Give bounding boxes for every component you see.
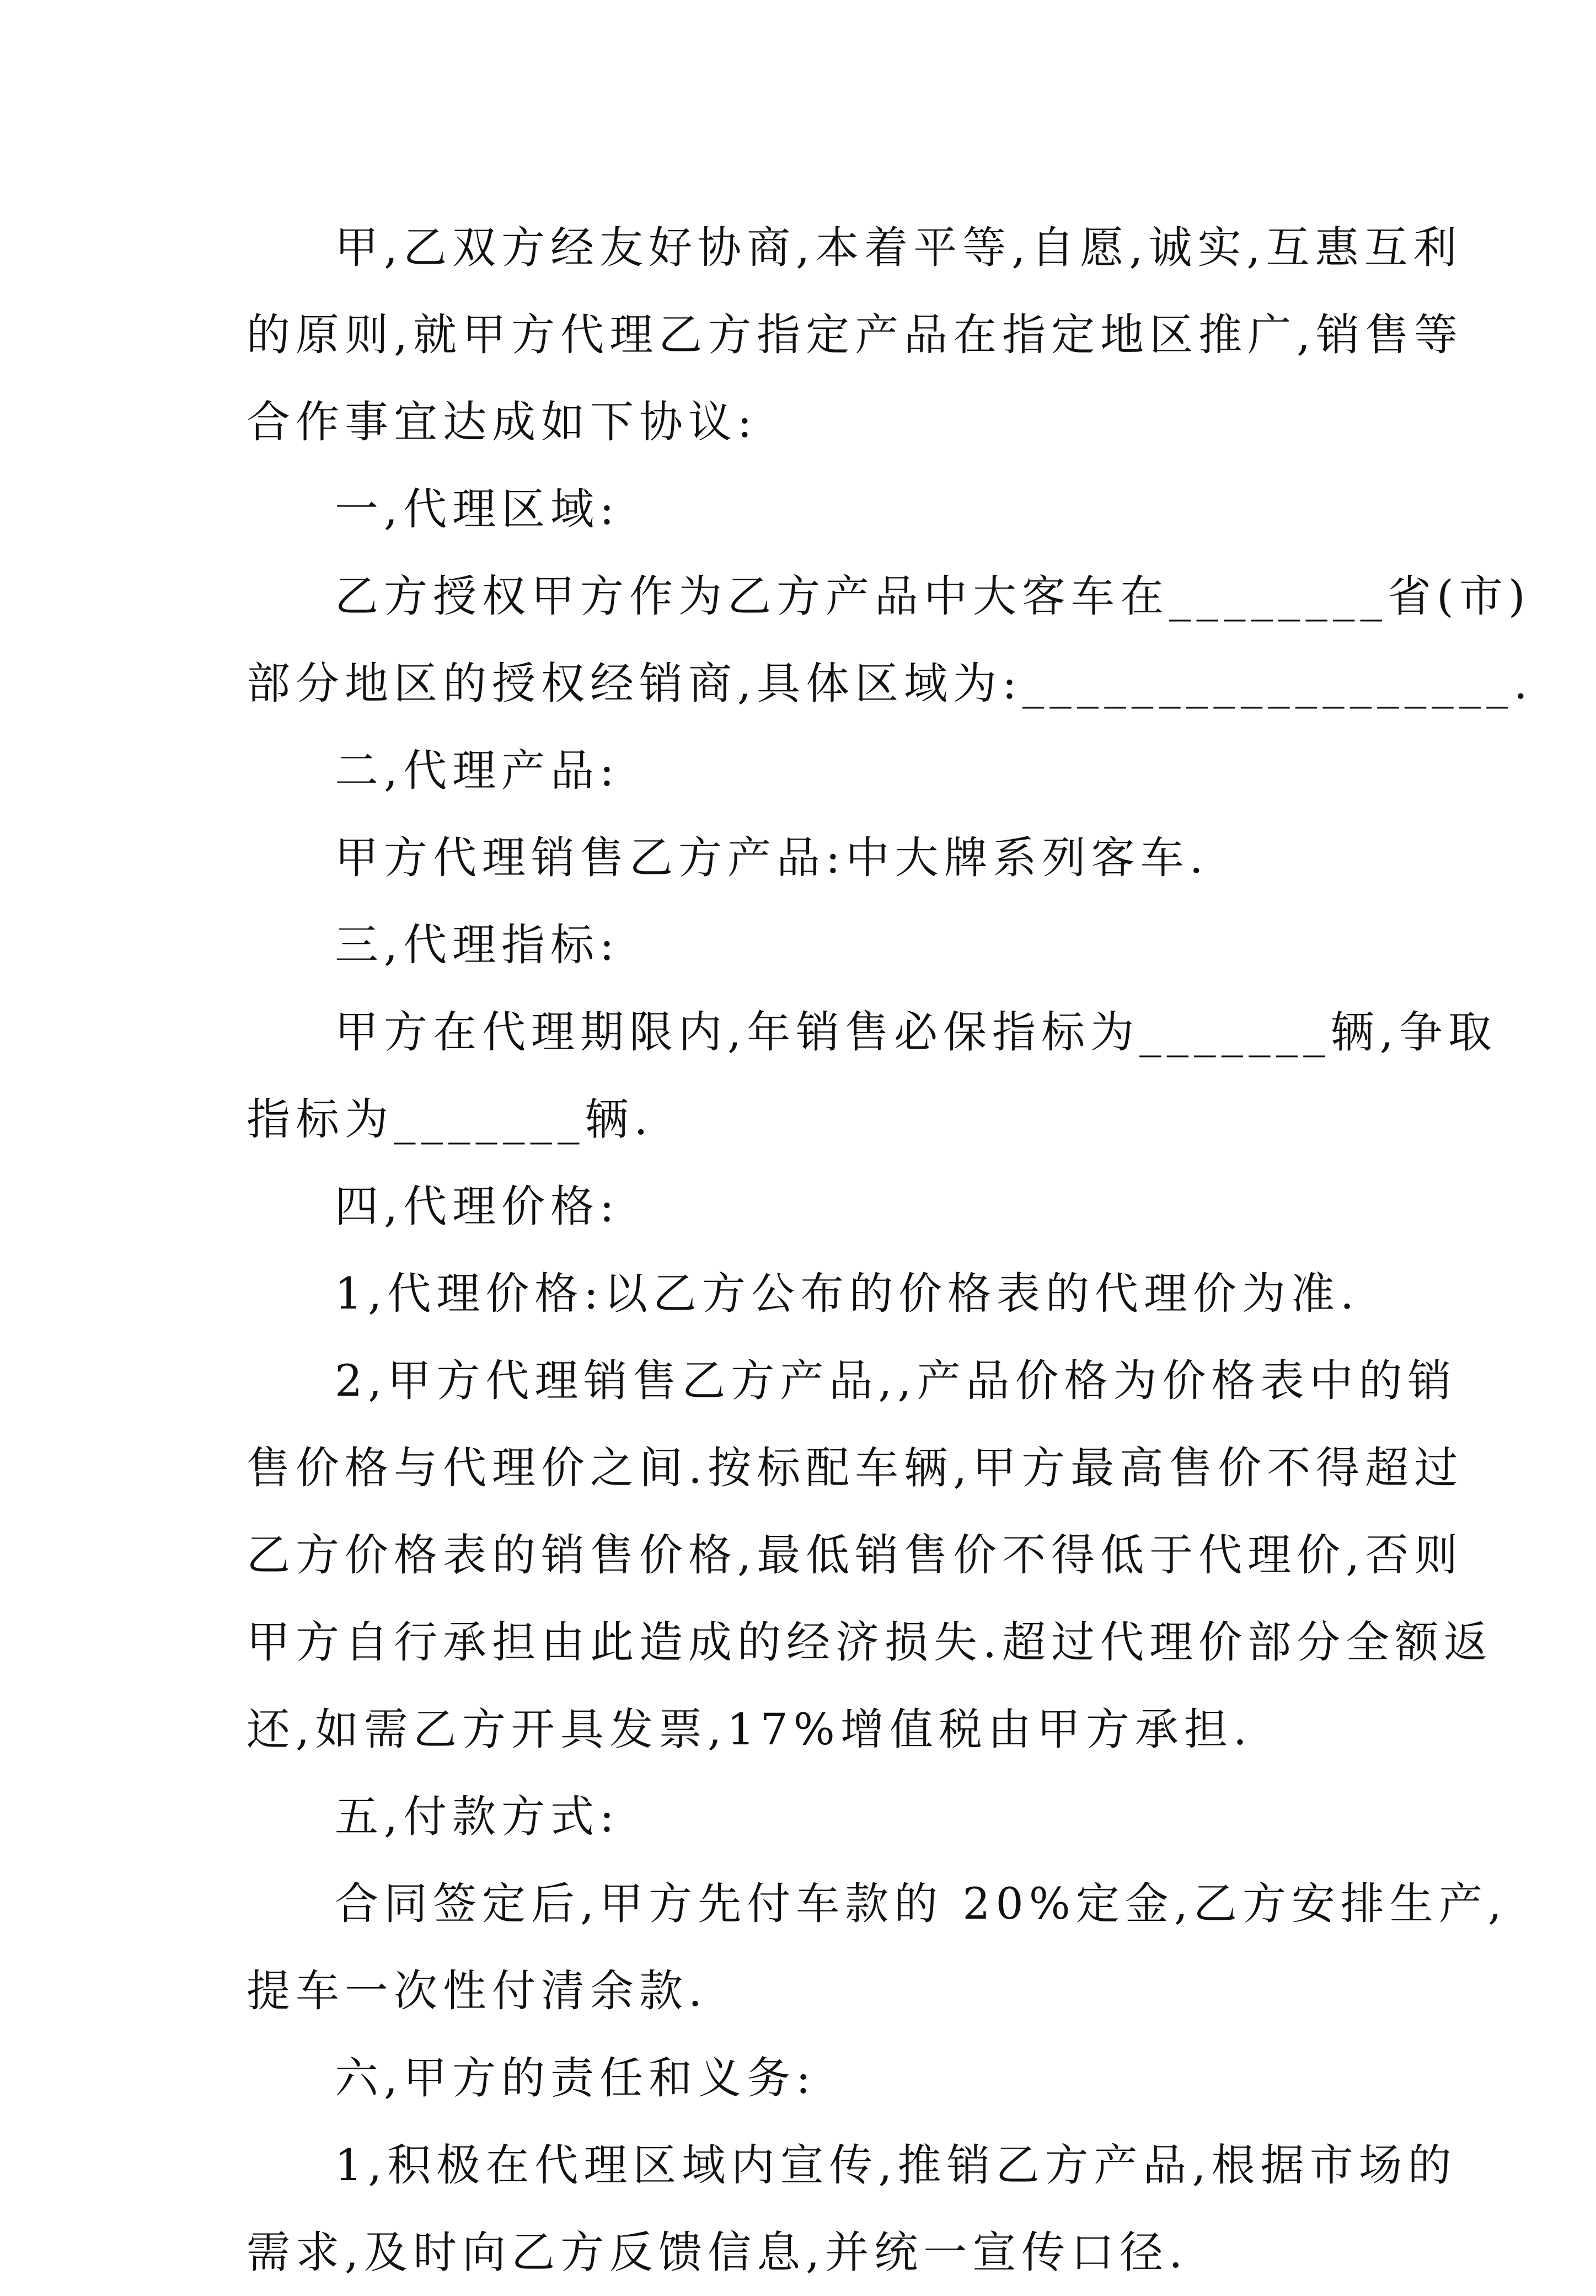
text-line: 部分地区的授权经销商,具体区域为:__________________. <box>247 658 1533 709</box>
text-line: 合同签定后,甲方先付车款的 20%定金,乙方安排生产, <box>335 1878 1508 1929</box>
text-line: 合作事宜达成如下协议: <box>247 397 758 447</box>
text-line: 甲,乙双方经友好协商,本着平等,自愿,诚实,互惠互利 <box>335 222 1463 273</box>
text-line: 指标为_______辆. <box>247 1094 654 1145</box>
text-line: 1,代理价格:以乙方公布的价格表的代理价为准. <box>335 1268 1360 1319</box>
text-line: 三,代理指标: <box>335 920 620 970</box>
document-page <box>247 204 1533 2296</box>
text-line: 二,代理产品: <box>335 745 620 796</box>
text-line: 提车一次性付清余款. <box>247 1966 708 2016</box>
text-line: 乙方价格表的销售价格,最低销售价不得低于代理价,否则 <box>247 1530 1464 1580</box>
text-line: 需求,及时向乙方反馈信息,并统一宣传口径. <box>247 2227 1188 2278</box>
text-line: 四,代理价格: <box>335 1181 620 1232</box>
text-line: 甲方自行承担由此造成的经济损失.超过代理价部分全额返 <box>247 1617 1493 1668</box>
text-line: 六,甲方的责任和义务: <box>335 2053 816 2103</box>
text-line: 乙方授权甲方作为乙方产品中大客车在________省(市) <box>335 571 1531 622</box>
text-line: 售价格与代理价之间.按标配车辆,甲方最高售价不得超过 <box>247 1443 1464 1493</box>
text-line: 还,如需乙方开具发票,17%增值税由甲方承担. <box>247 1704 1252 1755</box>
text-line: 一,代理区域: <box>335 484 620 535</box>
text-line: 甲方在代理期限内,年销售必保指标为_______辆,争取 <box>335 1007 1497 1058</box>
text-line: 的原则,就甲方代理乙方指定产品在指定地区推广,销售等 <box>247 309 1464 360</box>
text-line: 甲方代理销售乙方产品:中大牌系列客车. <box>335 832 1209 883</box>
text-line: 1,积极在代理区域内宣传,推销乙方产品,根据市场的 <box>335 2140 1457 2191</box>
text-line: 2,甲方代理销售乙方产品,,产品价格为价格表中的销 <box>335 1355 1457 1406</box>
text-line: 五,付款方式: <box>335 1791 620 1842</box>
